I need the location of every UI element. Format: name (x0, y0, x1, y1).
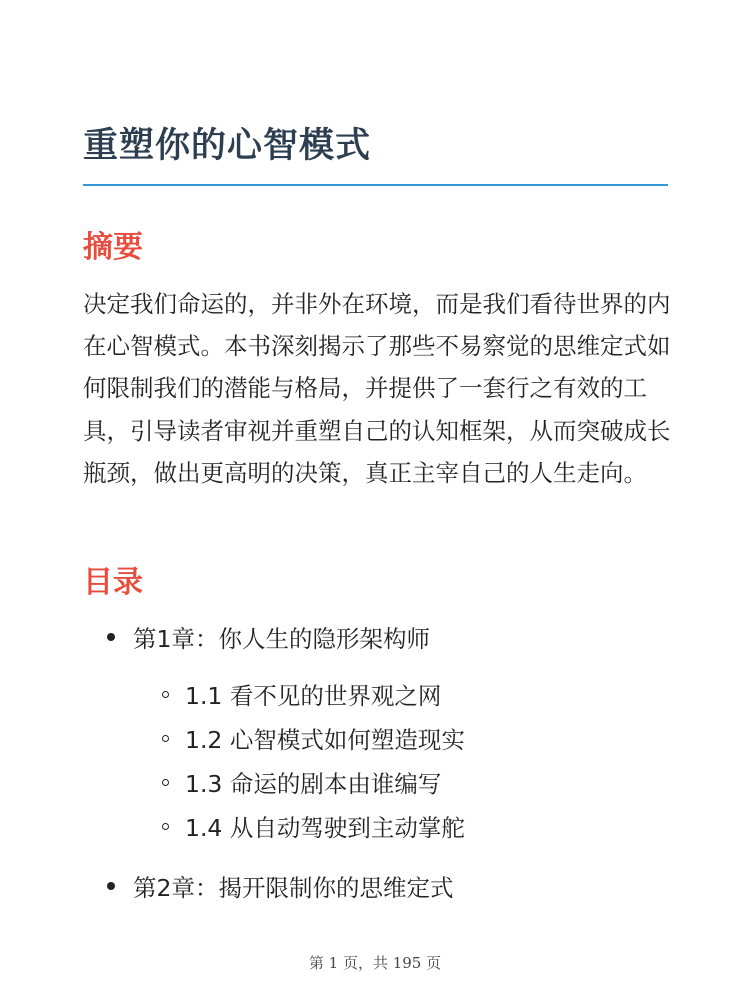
page-number-footer: 第 1 页，共 195 页 (308, 954, 442, 972)
toc-heading: 目录 (83, 565, 143, 600)
toc-section-label: 1.4 从自动驾驶到主动掌舵 (185, 814, 465, 842)
toc-chapter-label: 第1章：你人生的隐形架构师 (133, 625, 430, 653)
toc-section-1-3[interactable] (162, 765, 441, 799)
toc-section-label: 1.1 看不见的世界观之网 (185, 682, 442, 710)
hollow-bullet-icon (162, 691, 169, 698)
abstract-heading: 摘要 (83, 230, 143, 265)
bullet-icon (107, 882, 115, 890)
document-title: 重塑你的心智模式 (83, 126, 372, 166)
bullet-icon (107, 633, 115, 641)
toc-chapter-label: 第2章：揭开限制你的思维定式 (133, 874, 454, 902)
title-divider (83, 184, 668, 186)
toc-section-1-2[interactable] (162, 721, 465, 755)
toc-section-label: 1.2 心智模式如何塑造现实 (185, 726, 465, 754)
toc-chapter-2[interactable] (107, 869, 453, 903)
toc-section-label: 1.3 命运的剧本由谁编写 (185, 770, 442, 798)
toc-section-1-1[interactable] (162, 677, 441, 711)
toc-chapter-1[interactable] (107, 620, 430, 654)
hollow-bullet-icon (162, 779, 169, 786)
toc-section-1-4[interactable] (162, 809, 465, 843)
hollow-bullet-icon (162, 735, 169, 742)
abstract-text: 决定我们命运的，并非外在环境，而是我们看待世界的内在心智模式。本书深刻揭示了那些不易察觉的思维定式如何限制我们的潜能与格局，并提供了一套行之有效的工具，引导读者审视并重塑自己的认知框架，从而突破成长瓶颈，做出更高明的决策，真正主宰自己的人生走向。 (83, 290, 671, 487)
hollow-bullet-icon (162, 823, 169, 830)
